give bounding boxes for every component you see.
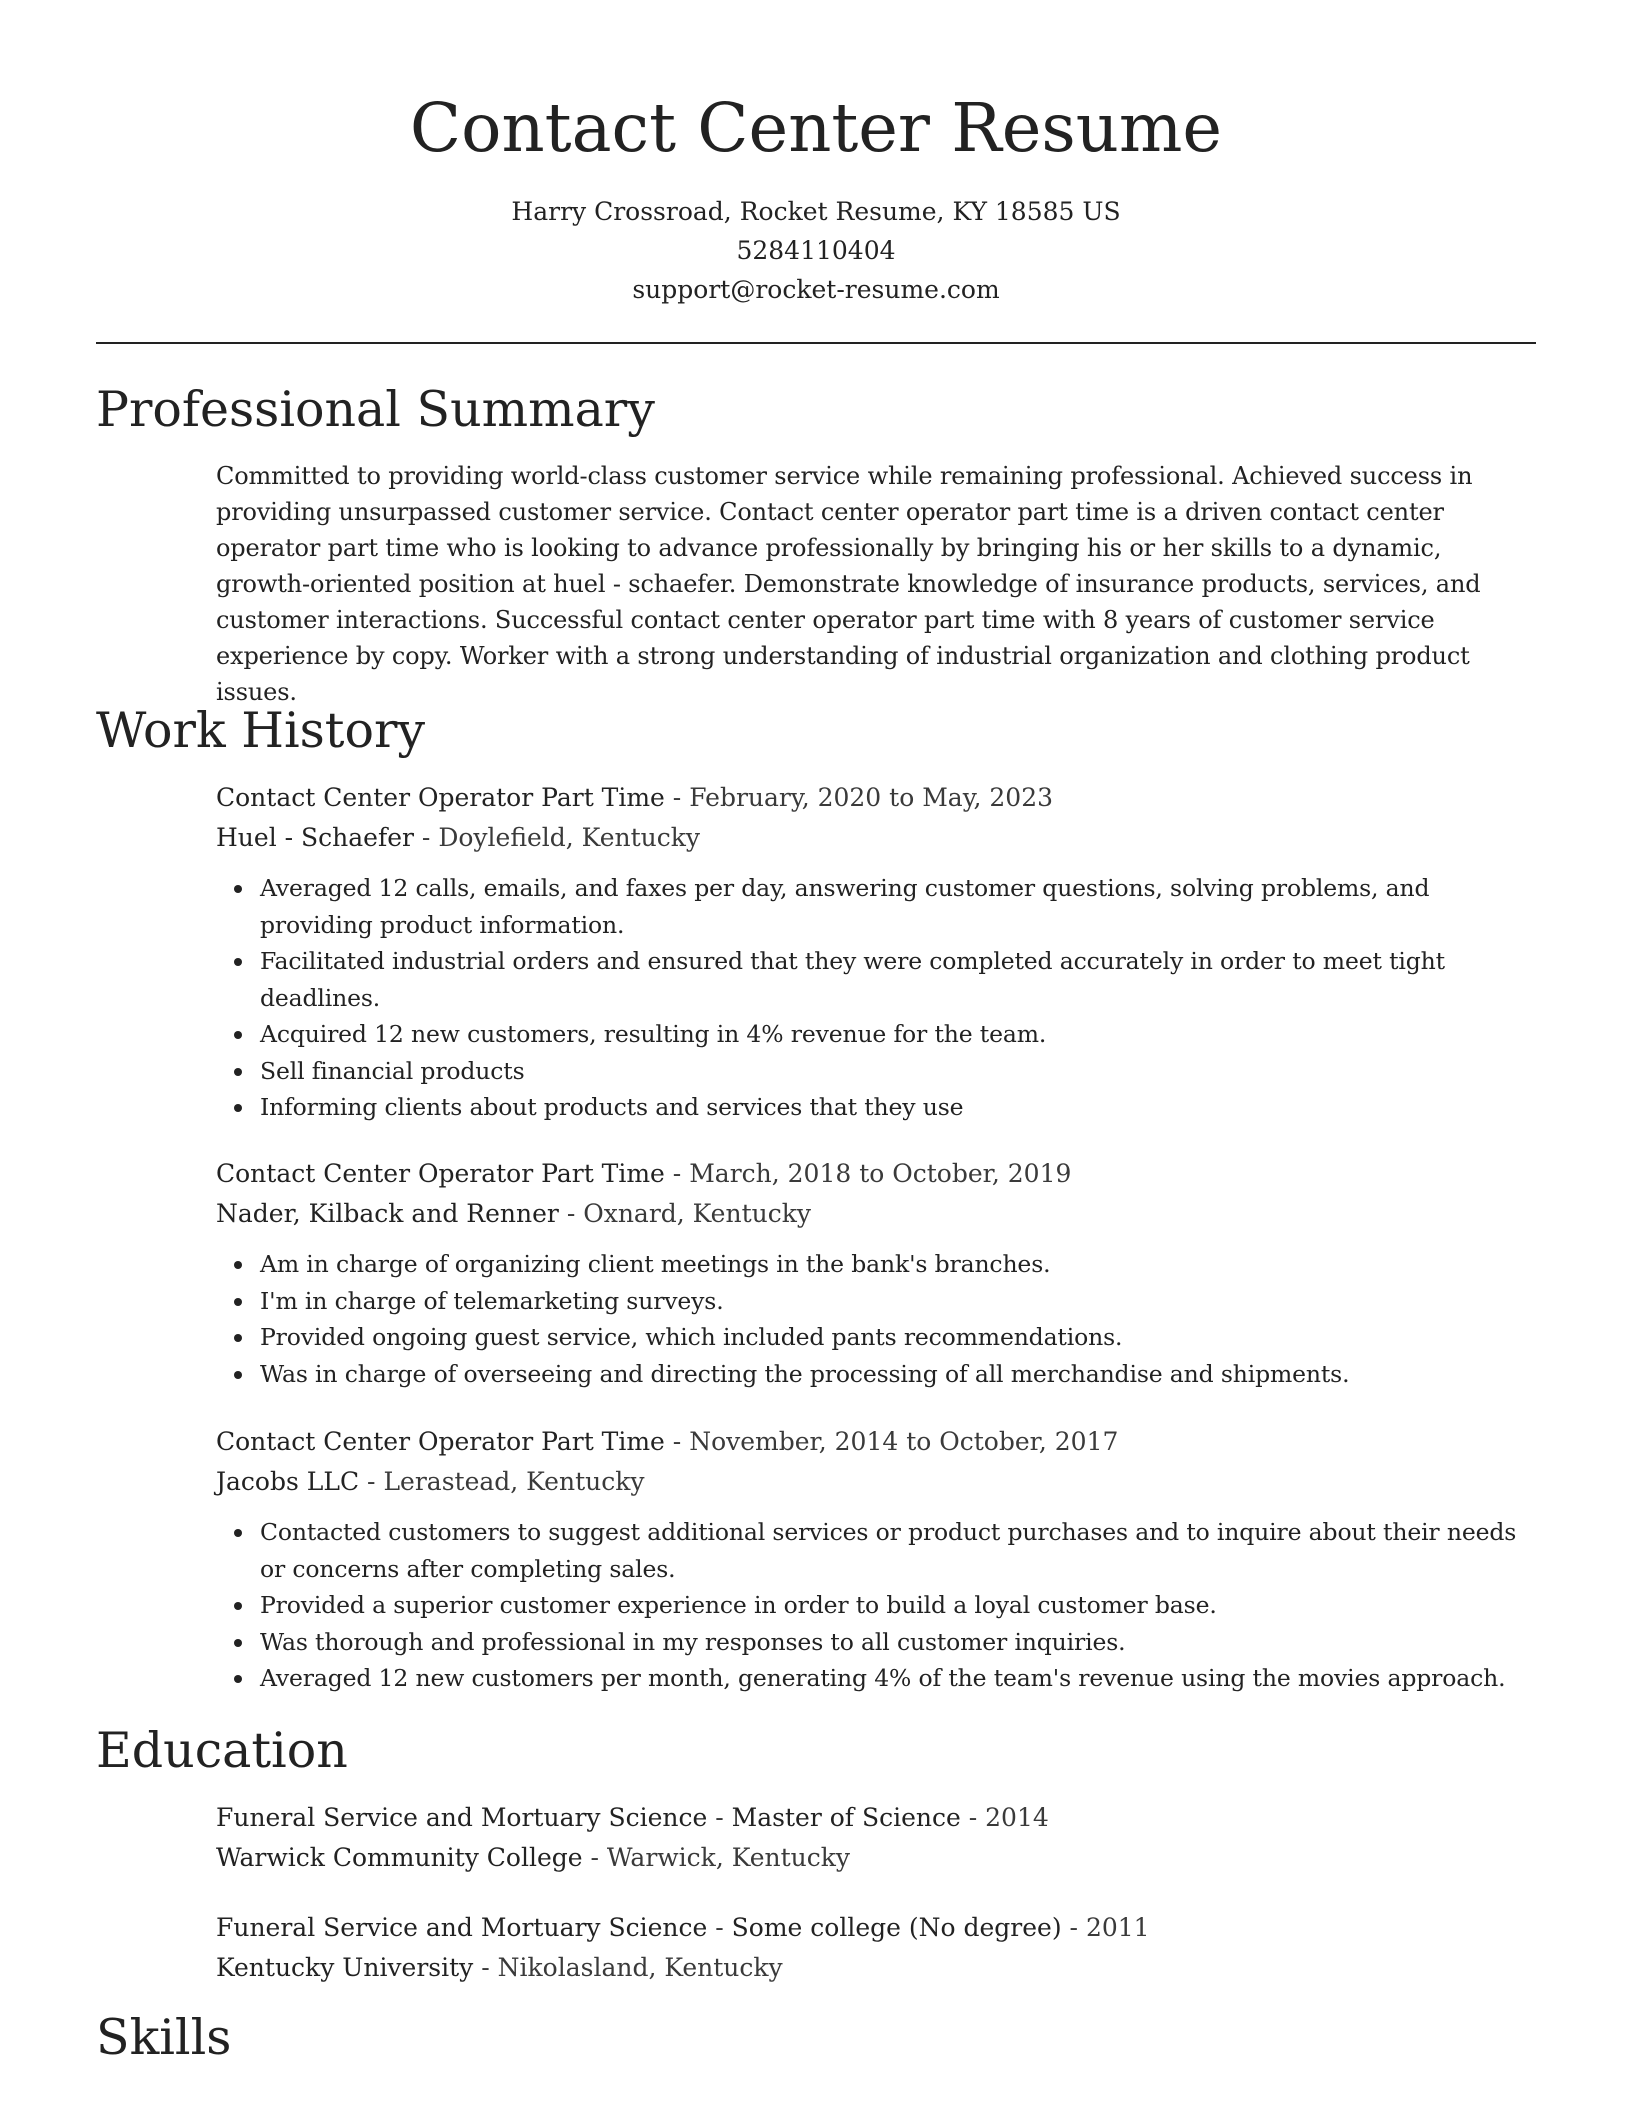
job-dates: November, 2014 to October, 2017 <box>689 1427 1119 1456</box>
education-degree: Some college (No degree) <box>731 1913 1062 1942</box>
job-bullet: Contacted customers to suggest additional services or product purchases and to inquire about their needs or concerns after completing sales. <box>260 1514 1534 1587</box>
education-location: Warwick, Kentucky <box>606 1843 851 1872</box>
education-school-line: Kentucky University - Nikolasland, Kentucky <box>216 1953 783 1982</box>
job-dates: February, 2020 to May, 2023 <box>689 783 1054 812</box>
job-location: Lerastead, Kentucky <box>383 1467 645 1496</box>
job-title: Contact Center Operator Part Time <box>216 783 665 812</box>
job-company: Jacobs LLC <box>216 1467 360 1496</box>
contact-phone: 5284110404 <box>736 236 896 265</box>
education-field: Funeral Service and Mortuary Science <box>216 1803 708 1832</box>
education-degree: Master of Science <box>731 1803 961 1832</box>
education-degree-line: Funeral Service and Mortuary Science - Master of Science - 2014 <box>216 1803 1049 1832</box>
job-bullet: Averaged 12 calls, emails, and faxes per day, answering customer questions, solving problems, and providing product information. <box>260 870 1534 943</box>
job-bullet: Informing clients about products and services that they use <box>260 1089 1534 1126</box>
education-entry <box>216 1798 1534 1878</box>
section-heading-skills: Skills <box>96 2009 232 2066</box>
education-location: Nikolasland, Kentucky <box>497 1953 783 1982</box>
header-divider <box>96 342 1536 344</box>
section-heading-work-history: Work History <box>96 702 426 759</box>
education-year: 2011 <box>1085 1913 1150 1942</box>
education-school: Kentucky University <box>216 1953 474 1982</box>
section-heading-summary: Professional Summary <box>96 381 655 438</box>
job-bullet: Provided ongoing guest service, which included pants recommendations. <box>260 1319 1534 1356</box>
resume-title: Contact Center Resume <box>409 89 1223 167</box>
contact-block <box>0 192 1632 309</box>
contact-email: support@rocket-resume.com <box>632 275 1000 304</box>
job-bullet: Acquired 12 new customers, resulting in 4% revenue for the team. <box>260 1016 1534 1053</box>
job-location: Doylefield, Kentucky <box>438 823 701 852</box>
job-company-line: Huel - Schaefer - Doylefield, Kentucky <box>216 823 701 852</box>
job-company: Huel - Schaefer <box>216 823 414 852</box>
summary-text: Committed to providing world-class customer service while remaining professional. Achieved success in providing unsurpassed customer service. Contact center operator part time is a driven contact center operator part time who is looking to advance professionally by bringing his or her skills to a dynamic, growth-oriented position at huel - schaefer. Demonstrate knowledge of insurance products, services, and customer interactions. Successful contact center operator part time with 8 years of customer service experience by copy. Worker with a strong understanding of industrial organization and clothing product issues. <box>216 462 1481 706</box>
education-entry <box>216 1908 1534 1988</box>
job-bullet: Was thorough and professional in my responses to all customer inquiries. <box>260 1624 1534 1661</box>
job-entry <box>216 1422 1534 1697</box>
job-bullet: Was in charge of overseeing and directing the processing of all merchandise and shipments. <box>260 1356 1534 1393</box>
contact-address: Harry Crossroad, Rocket Resume, KY 18585 US <box>511 197 1121 226</box>
job-title-line: Contact Center Operator Part Time - November, 2014 to October, 2017 <box>216 1427 1119 1456</box>
job-bullets <box>216 1514 1534 1697</box>
job-entry <box>216 1154 1534 1392</box>
job-bullet: I'm in charge of telemarketing surveys. <box>260 1283 1534 1320</box>
job-bullet: Averaged 12 new customers per month, generating 4% of the team's revenue using the movies approach. <box>260 1660 1534 1697</box>
job-bullets <box>216 870 1534 1126</box>
job-title: Contact Center Operator Part Time <box>216 1159 665 1188</box>
job-company-line: Jacobs LLC - Lerastead, Kentucky <box>216 1467 645 1496</box>
job-bullets <box>216 1246 1534 1392</box>
job-location: Oxnard, Kentucky <box>583 1199 811 1228</box>
summary-block <box>216 458 1534 710</box>
job-entry <box>216 778 1534 1126</box>
job-dates: March, 2018 to October, 2019 <box>689 1159 1072 1188</box>
job-company: Nader, Kilback and Renner <box>216 1199 559 1228</box>
education-year: 2014 <box>985 1803 1049 1832</box>
job-title-line: Contact Center Operator Part Time - February, 2020 to May, 2023 <box>216 783 1054 812</box>
job-bullet: Provided a superior customer experience in order to build a loyal customer base. <box>260 1587 1534 1624</box>
education-degree-line: Funeral Service and Mortuary Science - Some college (No degree) - 2011 <box>216 1913 1150 1942</box>
education-field: Funeral Service and Mortuary Science <box>216 1913 708 1942</box>
education-school: Warwick Community College <box>216 1843 583 1872</box>
job-bullet: Facilitated industrial orders and ensured that they were completed accurately in order to meet tight deadlines. <box>260 943 1534 1016</box>
job-title: Contact Center Operator Part Time <box>216 1427 665 1456</box>
job-company-line: Nader, Kilback and Renner - Oxnard, Kentucky <box>216 1199 811 1228</box>
job-title-line: Contact Center Operator Part Time - March, 2018 to October, 2019 <box>216 1159 1072 1188</box>
job-bullet: Sell financial products <box>260 1053 1534 1090</box>
education-school-line: Warwick Community College - Warwick, Kentucky <box>216 1843 851 1872</box>
section-heading-education: Education <box>96 1722 348 1779</box>
job-bullet: Am in charge of organizing client meetings in the bank's branches. <box>260 1246 1534 1283</box>
